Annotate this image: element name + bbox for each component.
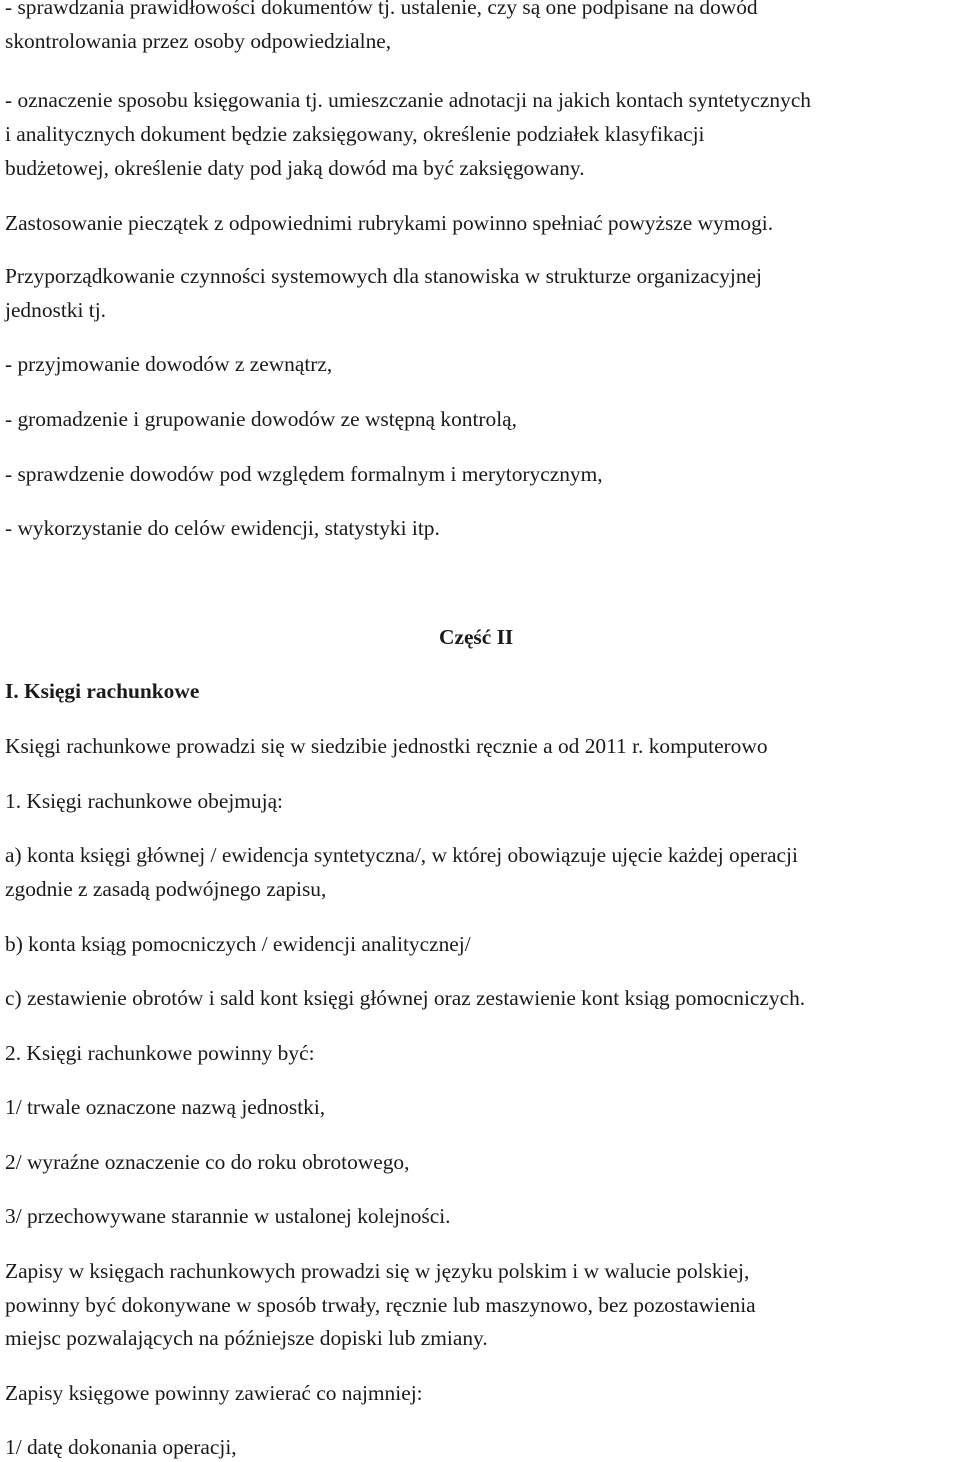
text-line: Przyporządkowanie czynności systemowych dla stanowiska w strukturze organizacyjnej xyxy=(5,264,762,288)
list-item: zgodnie z zasadą podwójnego zapisu, xyxy=(5,877,327,901)
list-item: - gromadzenie i grupowanie dowodów ze wstępną kontrolą, xyxy=(5,407,518,431)
text-line: 2. Księgi rachunkowe powinny być: xyxy=(5,1041,315,1065)
list-item: b) konta ksiąg pomocniczych / ewidencji analitycznej/ xyxy=(5,932,471,956)
text-line: 1. Księgi rachunkowe obejmują: xyxy=(5,789,284,813)
part-heading: Część II xyxy=(439,625,514,649)
text-line: i analitycznych dokument będzie zaksięgowany, określenie podziałek klasyfikacji xyxy=(5,122,705,146)
list-item: 2/ wyraźne oznaczenie co do roku obrotowego, xyxy=(5,1150,410,1174)
section-heading: I. Księgi rachunkowe xyxy=(5,679,200,703)
text-line: Księgi rachunkowe prowadzi się w siedzibie jednostki ręcznie a od 2011 r. komputerowo xyxy=(5,734,768,758)
list-item: - sprawdzenie dowodów pod względem formalnym i merytorycznym, xyxy=(5,462,603,486)
text-line: powinny być dokonywane w sposób trwały, ręcznie lub maszynowo, bez pozostawienia xyxy=(5,1293,756,1317)
text-line: - oznaczenie sposobu księgowania tj. umieszczanie adnotacji na jakich kontach syntetycznych xyxy=(5,88,812,112)
list-item: - przyjmowanie dowodów z zewnątrz, xyxy=(5,352,333,376)
list-item: a) konta księgi głównej / ewidencja syntetyczna/, w której obowiązuje ujęcie każdej operacji xyxy=(5,843,798,867)
text-line: jednostki tj. xyxy=(5,298,107,322)
list-item: - wykorzystanie do celów ewidencji, statystyki itp. xyxy=(5,516,440,540)
text-line: Zastosowanie pieczątek z odpowiednimi rubrykami powinno spełniać powyższe wymogi. xyxy=(5,211,774,235)
text-line: skontrolowania przez osoby odpowiedzialne, xyxy=(5,29,392,53)
text-line: budżetowej, określenie daty pod jaką dowód ma być zaksięgowany. xyxy=(5,156,585,180)
text-line: Zapisy księgowe powinny zawierać co najmniej: xyxy=(5,1381,423,1405)
text-line: - sprawdzania prawidłowości dokumentów tj. ustalenie, czy są one podpisane na dowód xyxy=(5,0,758,19)
list-item: 3/ przechowywane starannie w ustalonej kolejności. xyxy=(5,1204,451,1228)
text-line: miejsc pozwalających na późniejsze dopiski lub zmiany. xyxy=(5,1326,488,1350)
text-line: Zapisy w księgach rachunkowych prowadzi się w języku polskim i w walucie polskiej, xyxy=(5,1259,750,1283)
list-item: c) zestawienie obrotów i sald kont księgi głównej oraz zestawienie kont ksiąg pomocniczych. xyxy=(5,986,806,1010)
list-item: 1/ trwale oznaczone nazwą jednostki, xyxy=(5,1095,326,1119)
list-item: 1/ datę dokonania operacji, xyxy=(5,1435,237,1459)
